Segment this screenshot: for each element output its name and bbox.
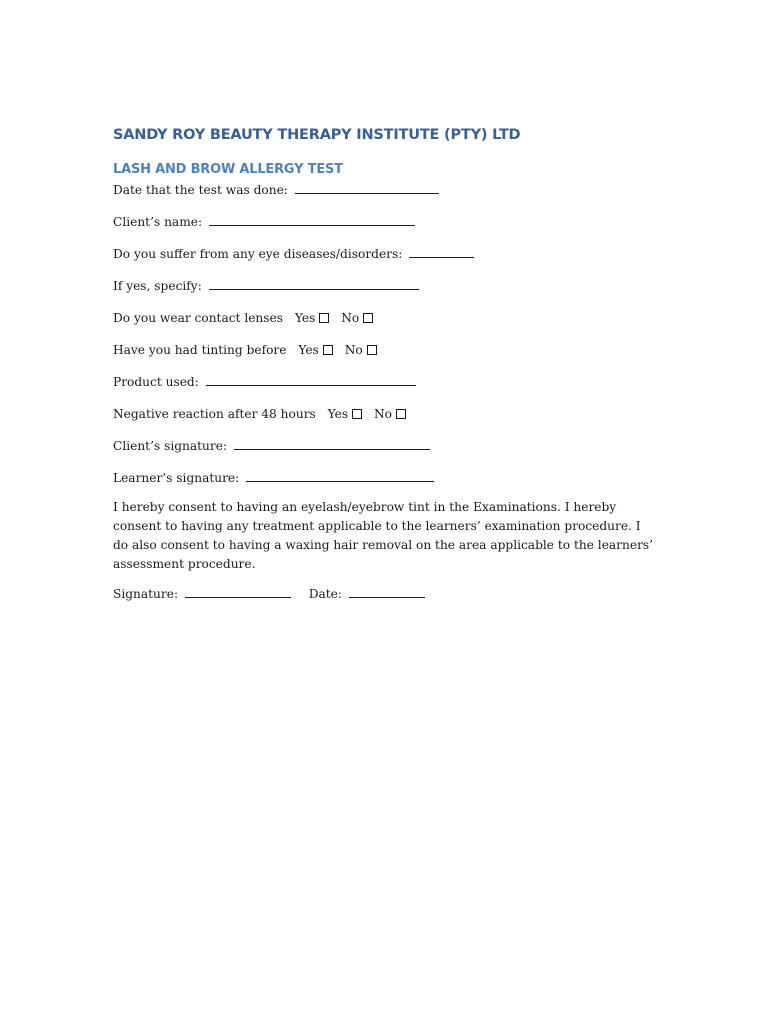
signature-label: Signature: xyxy=(113,587,179,601)
field-tinting-before xyxy=(113,342,658,358)
contact-lenses-no-checkbox[interactable] xyxy=(363,313,373,323)
field-label: Date that the test was done: xyxy=(113,183,288,197)
field-label: Have you had tinting before xyxy=(113,343,287,357)
option-yes-label: Yes xyxy=(298,343,319,357)
field-label: Do you suffer from any eye diseases/disorders: xyxy=(113,247,403,261)
document-page xyxy=(113,124,658,602)
field-label: Client’s name: xyxy=(113,215,203,229)
field-learner-signature xyxy=(113,470,658,486)
signature-date-row xyxy=(113,586,658,602)
option-yes-label: Yes xyxy=(294,311,316,325)
field-if-yes xyxy=(113,278,658,294)
option-no-label: No xyxy=(341,311,360,325)
field-client-signature xyxy=(113,438,658,454)
field-negative-reaction xyxy=(113,406,658,422)
field-label: If yes, specify: xyxy=(113,279,202,293)
tinting-yes-checkbox[interactable] xyxy=(323,345,333,355)
client-name-input[interactable] xyxy=(209,214,415,226)
option-yes-label: Yes xyxy=(327,407,349,421)
consent-paragraph: I hereby consent to having an eyelash/eyebrow tint in the Examinations. I hereby consent to having any treatment applicable to the learners’ examination procedure. I do also consent to having a waxing hair removal on the area applicable to the learners’ assessment procedure. xyxy=(113,500,654,571)
client-signature-input[interactable] xyxy=(234,438,430,450)
field-contact-lenses xyxy=(113,310,658,326)
if-yes-input[interactable] xyxy=(209,278,419,290)
option-no-label: No xyxy=(374,407,393,421)
tinting-no-checkbox[interactable] xyxy=(367,345,377,355)
signature-input[interactable] xyxy=(185,586,291,598)
field-label: Negative reaction after 48 hours xyxy=(113,407,316,421)
option-no-label: No xyxy=(344,343,363,357)
negative-reaction-yes-checkbox[interactable] xyxy=(352,409,362,419)
learner-signature-input[interactable] xyxy=(246,470,434,482)
date-input[interactable] xyxy=(349,586,425,598)
product-used-input[interactable] xyxy=(206,374,416,386)
eye-diseases-input[interactable] xyxy=(409,246,474,258)
field-date-done xyxy=(113,182,658,198)
field-label: Client’s signature: xyxy=(113,439,228,453)
field-client-name xyxy=(113,214,658,230)
field-product-used xyxy=(113,374,658,390)
field-label: Learner’s signature: xyxy=(113,471,240,485)
negative-reaction-no-checkbox[interactable] xyxy=(396,409,406,419)
field-label: Do you wear contact lenses xyxy=(113,311,283,325)
field-label: Product used: xyxy=(113,375,199,389)
date-done-input[interactable] xyxy=(295,182,439,194)
date-label: Date: xyxy=(308,587,342,601)
contact-lenses-yes-checkbox[interactable] xyxy=(319,313,329,323)
institute-title: SANDY ROY BEAUTY THERAPY INSTITUTE (PTY) LTD xyxy=(113,127,521,143)
field-eye-diseases xyxy=(113,246,658,262)
form-subtitle: LASH AND BROW ALLERGY TEST xyxy=(113,162,343,177)
